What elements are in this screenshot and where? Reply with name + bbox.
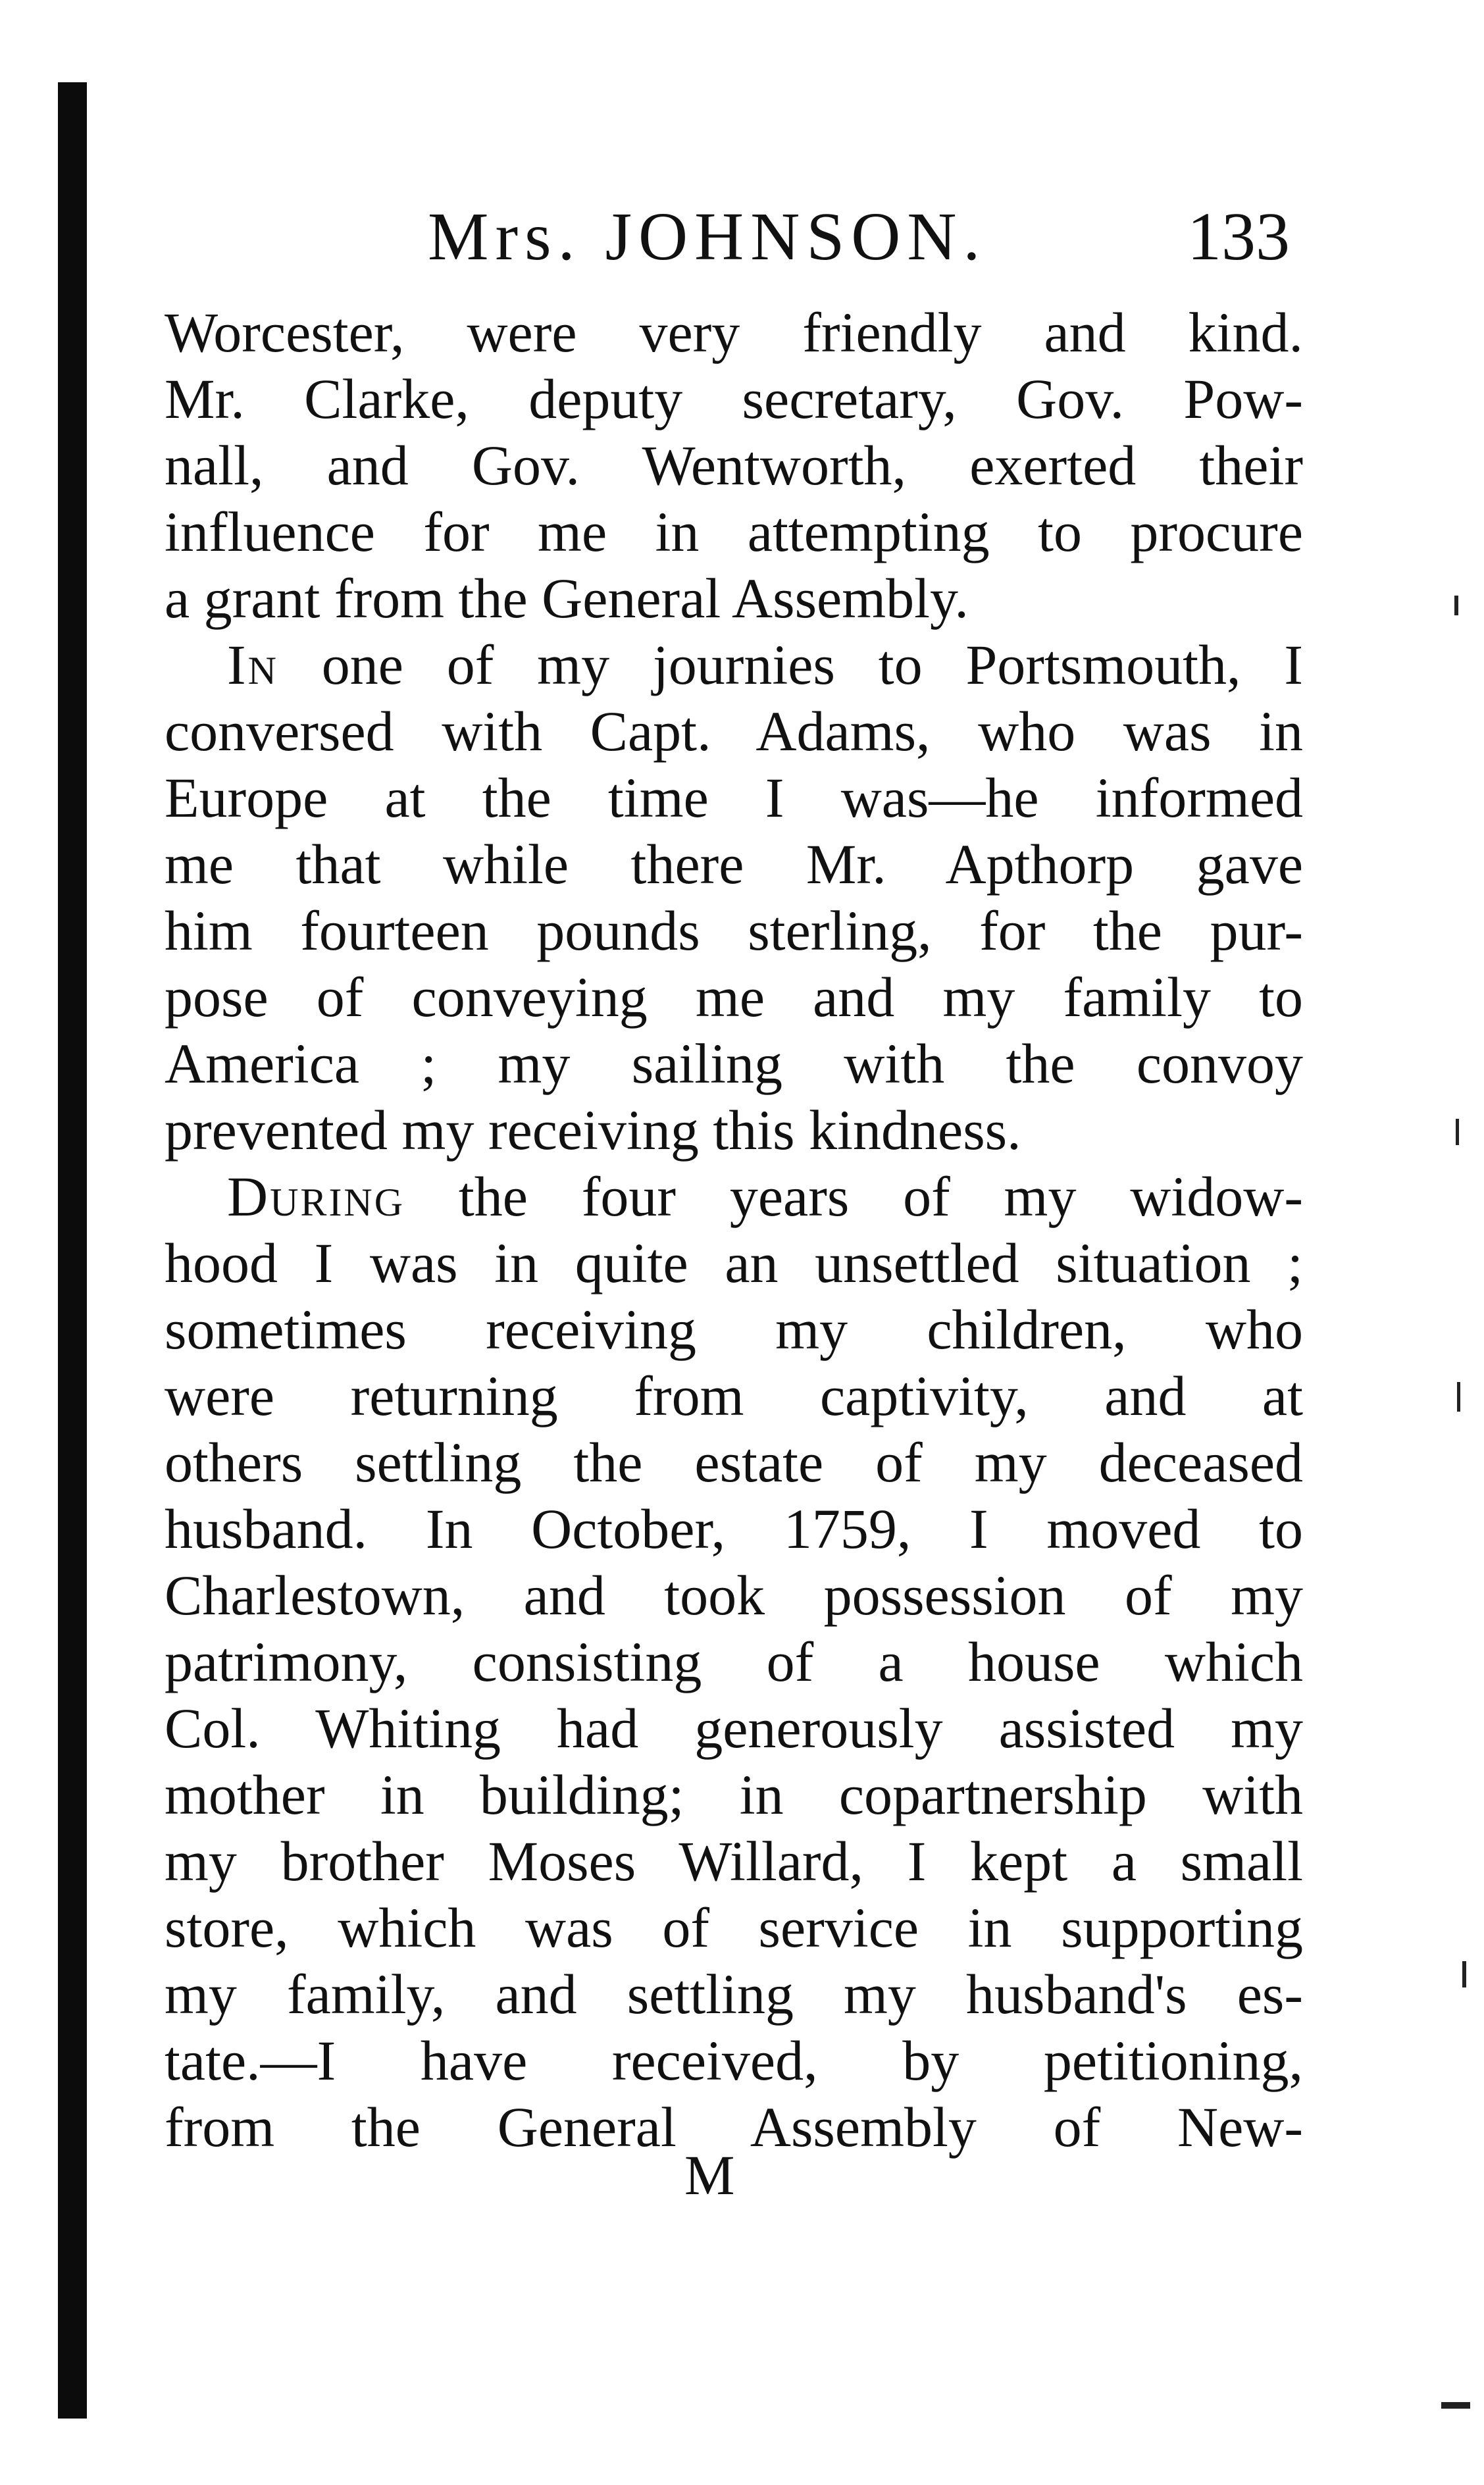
signature-mark: M xyxy=(684,2143,735,2207)
text-line: tate.—I have received, by petitioning, xyxy=(165,2029,1303,2092)
text-line: pose of conveying me and my family to xyxy=(165,965,1303,1029)
body-text xyxy=(165,299,1303,2161)
edge-speck xyxy=(1457,1382,1460,1412)
edge-speck xyxy=(1441,2402,1470,2409)
text-line: America ; my sailing with the convoy xyxy=(165,1032,1303,1095)
text-line-first xyxy=(165,632,1303,698)
paragraph-1 xyxy=(165,299,1303,632)
text-line: mother in building; in copartnership with xyxy=(165,1763,1303,1826)
first-line-rest: the four years of my widow- xyxy=(405,1165,1303,1228)
text-line: my family, and settling my husband's es- xyxy=(165,1962,1303,2026)
text-line: me that while there Mr. Apthorp gave xyxy=(165,833,1303,896)
page-header xyxy=(165,191,1303,283)
edge-speck xyxy=(1456,1119,1459,1145)
text-line: sometimes receiving my children, who xyxy=(165,1298,1303,1361)
text-line: nall, and Gov. Wentworth, exerted their xyxy=(165,434,1303,497)
text-line: Worcester, were very friendly and kind. xyxy=(165,301,1303,364)
edge-speck xyxy=(1462,1961,1466,1987)
text-line: Europe at the time I was—he informed xyxy=(165,766,1303,829)
page-number: 133 xyxy=(1187,199,1290,274)
text-line: from the General Assembly of New- xyxy=(165,2095,1303,2159)
text-line: patrimony, consisting of a house which xyxy=(165,1630,1303,1693)
text-line: Mr. Clarke, deputy secretary, Gov. Pow- xyxy=(165,367,1303,430)
text-line: a grant from the General Assembly. xyxy=(165,567,969,630)
text-line: Charlestown, and took possession of my xyxy=(165,1564,1303,1627)
paragraph-lead-word: In xyxy=(227,633,278,696)
text-line: him fourteen pounds sterling, for the pur- xyxy=(165,899,1303,962)
first-line-rest: one of my journies to Portsmouth, I xyxy=(278,633,1303,696)
paragraph-3 xyxy=(165,1164,1303,2161)
text-line: were returning from captivity, and at xyxy=(165,1364,1303,1427)
paragraph-2 xyxy=(165,632,1303,1164)
running-head: Mrs. JOHNSON. xyxy=(428,199,987,274)
text-line: husband. In October, 1759, I moved to xyxy=(165,1497,1303,1560)
paragraph-lead-word: During xyxy=(227,1165,405,1228)
text-line: Col. Whiting had generously assisted my xyxy=(165,1697,1303,1760)
edge-speck xyxy=(1454,596,1458,615)
text-line: conversed with Capt. Adams, who was in xyxy=(165,700,1303,763)
text-line: store, which was of service in supporting xyxy=(165,1896,1303,1959)
text-line-first xyxy=(165,1164,1303,1230)
text-line: influence for me in attempting to procure xyxy=(165,500,1303,563)
text-line: hood I was in quite an unsettled situation ; xyxy=(165,1231,1303,1294)
binding-shadow-bar xyxy=(58,82,87,2419)
text-line: my brother Moses Willard, I kept a small xyxy=(165,1830,1303,1893)
text-line: others settling the estate of my deceased xyxy=(165,1431,1303,1494)
text-line: prevented my receiving this kindness. xyxy=(165,1098,1021,1162)
